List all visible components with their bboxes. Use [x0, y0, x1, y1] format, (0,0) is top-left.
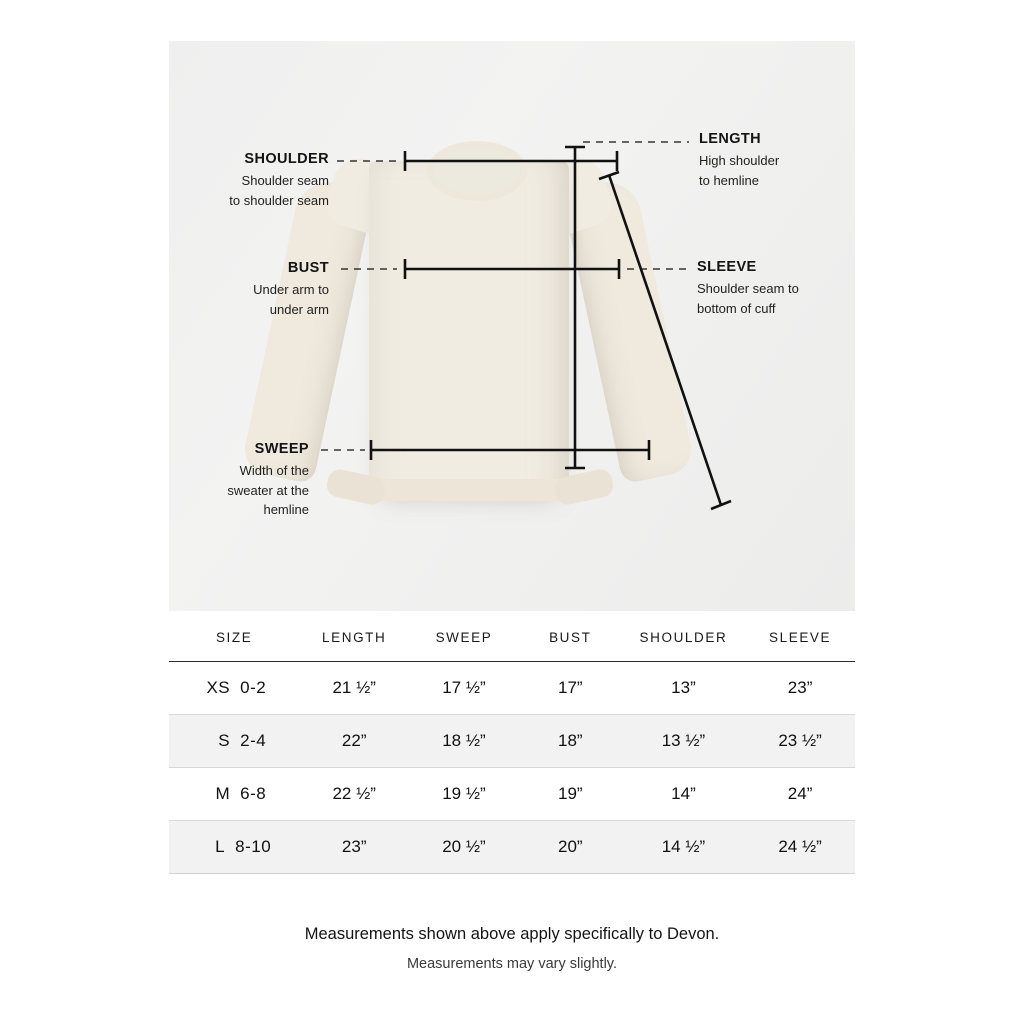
callout-shoulder-title: SHOULDER: [244, 151, 329, 167]
length-measure-line: [565, 142, 689, 468]
callout-sweep-desc-line1: Width of the: [239, 463, 309, 478]
cell-size: [169, 662, 299, 715]
size-guide-diagram: [169, 41, 855, 611]
cell-size-age: 8-10: [235, 837, 272, 856]
cell-length: 22 ½”: [299, 768, 409, 821]
measurement-lines: [169, 41, 855, 611]
cell-sweep: 17 ½”: [409, 662, 519, 715]
bust-measure-line: [341, 259, 689, 279]
cell-sleeve: 24”: [745, 768, 855, 821]
cell-sweep: 19 ½”: [409, 768, 519, 821]
column-header-shoulder: SHOULDER: [639, 630, 728, 645]
cell-bust: 20”: [519, 821, 622, 874]
table-row: [169, 662, 855, 715]
callout-shoulder-desc-line1: Shoulder seam: [241, 173, 329, 188]
callout-sweep: [149, 441, 309, 520]
column-header-sweep: SWEEP: [435, 630, 493, 645]
callout-sleeve-desc: [697, 279, 867, 318]
size-chart-table-wrap: [169, 622, 855, 874]
table-row: [169, 768, 855, 821]
callout-length-desc-line1: High shoulder: [699, 153, 780, 168]
cell-bust: 18”: [519, 715, 622, 768]
callout-shoulder-desc: [159, 171, 329, 210]
callout-bust-desc-line2: under arm: [269, 301, 329, 317]
callout-bust-desc-line1: Under arm to: [253, 282, 329, 297]
cell-shoulder: 13”: [622, 662, 745, 715]
table-row: [169, 821, 855, 874]
callout-sweep-desc-line2: sweater at the: [227, 482, 309, 498]
column-header-length: LENGTH: [322, 630, 387, 645]
callout-sleeve-desc-line1: Shoulder seam to: [697, 281, 799, 296]
cell-size: [169, 821, 299, 874]
callout-length-title: LENGTH: [699, 131, 762, 147]
sleeve-measure-line: [599, 172, 731, 509]
callout-sweep-desc-line3: hemline: [263, 502, 309, 517]
cell-length: 23”: [299, 821, 409, 874]
cell-sweep: 20 ½”: [409, 821, 519, 874]
cell-bust: 19”: [519, 768, 622, 821]
cell-length: 22”: [299, 715, 409, 768]
cell-bust: 17”: [519, 662, 622, 715]
callout-sweep-title: SWEEP: [254, 441, 309, 457]
column-header-bust: BUST: [549, 630, 592, 645]
callout-length-desc-line2: to hemline: [699, 172, 759, 188]
cell-shoulder: 13 ½”: [622, 715, 745, 768]
table-body: [169, 662, 855, 874]
cell-sleeve: 23 ½”: [745, 715, 855, 768]
cell-shoulder: 14 ½”: [622, 821, 745, 874]
size-chart-table: [169, 622, 855, 874]
callout-length-desc: [699, 151, 859, 190]
callout-bust: [159, 260, 329, 319]
callout-shoulder: [159, 151, 329, 210]
footnote-secondary: Measurements may vary slightly.: [406, 956, 618, 972]
callout-bust-title: BUST: [287, 260, 329, 276]
cell-shoulder: 14”: [622, 768, 745, 821]
callout-sleeve-title: SLEEVE: [697, 259, 757, 275]
callout-sweep-desc: [149, 461, 309, 520]
cell-size-age: 6-8: [240, 784, 267, 803]
cell-size-age: 2-4: [240, 731, 267, 750]
cell-size-code: M: [215, 784, 231, 803]
footnotes: [0, 925, 1024, 972]
column-header-size: SIZE: [215, 630, 253, 645]
cell-size-age: 0-2: [240, 678, 267, 697]
cell-sleeve: 23”: [745, 662, 855, 715]
cell-sleeve: 24 ½”: [745, 821, 855, 874]
callout-shoulder-desc-line2: to shoulder seam: [229, 192, 329, 208]
table-head: [169, 622, 855, 662]
sweep-measure-line: [321, 440, 649, 460]
cell-size: [169, 715, 299, 768]
table-header-row: [169, 622, 855, 662]
cell-size: [169, 768, 299, 821]
column-header-sleeve: SLEEVE: [769, 630, 832, 645]
callout-sleeve: [697, 259, 867, 318]
cell-size-code: S: [218, 731, 231, 750]
table-row: [169, 715, 855, 768]
callout-bust-desc: [159, 280, 329, 319]
callout-length: [699, 131, 859, 190]
footnote-primary: Measurements shown above apply specifically to Devon.: [304, 925, 720, 943]
cell-length: 21 ½”: [299, 662, 409, 715]
cell-size-code: XS: [206, 678, 231, 697]
cell-sweep: 18 ½”: [409, 715, 519, 768]
callout-sleeve-desc-line2: bottom of cuff: [697, 300, 776, 316]
cell-size-code: L: [215, 837, 226, 856]
